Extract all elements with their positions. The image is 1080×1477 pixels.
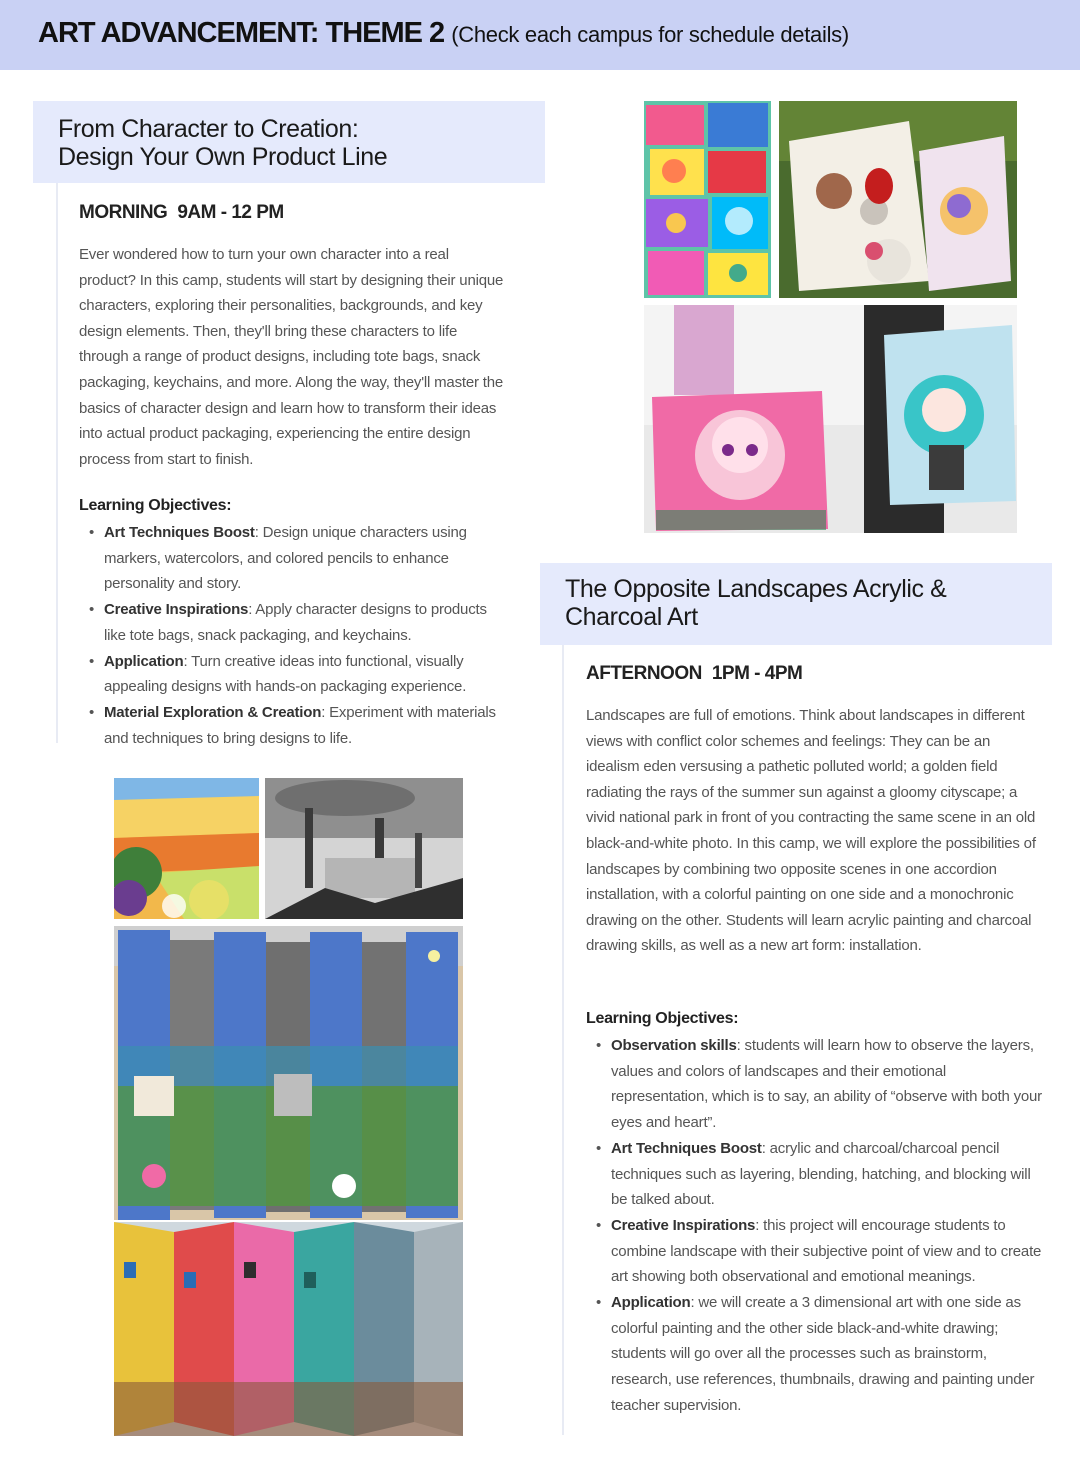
camp2-title-line1: The Opposite Landscapes Acrylic & — [565, 575, 947, 603]
list-item — [587, 1290, 1045, 1419]
camp1-divider — [56, 183, 58, 743]
camp2-objectives-list — [587, 1033, 1045, 1419]
list-item — [80, 649, 510, 700]
header-banner — [0, 0, 1080, 70]
camp1-session-time: 9AM - 12 PM — [177, 202, 284, 223]
objective-term: Application — [611, 1294, 691, 1312]
list-item — [80, 700, 510, 751]
anime-tote-bags-photo — [644, 305, 1017, 533]
tote-bags-keychains-photo — [779, 101, 1017, 298]
list-item — [587, 1136, 1045, 1213]
objective-text: : Experiment with materials and techniques to bring designs to life. — [104, 703, 496, 747]
camp1-session — [79, 202, 284, 224]
snack-packaging-photo — [644, 101, 771, 298]
objective-text: : this project will encourage students to combine landscape with their subjective point of view and to create art showing both observational and emotional meanings. — [611, 1216, 1042, 1286]
colorful-landscape-painting-photo — [114, 778, 259, 919]
schedule-note: (Check each campus for schedule details) — [451, 22, 849, 47]
list-item — [587, 1213, 1045, 1290]
objective-term: Art Techniques Boost — [104, 524, 255, 541]
objective-text: : students will learn how to observe the layers, values and colors of landscapes and their emotional representation, which is to say, an ability of “observe with both your eyes and heart”. — [611, 1037, 1042, 1132]
objective-term: Material Exploration & Creation — [104, 703, 322, 721]
camp2-session-label: AFTERNOON — [586, 663, 702, 684]
camp2-title — [540, 563, 1052, 645]
camp1-session-label: MORNING — [79, 202, 168, 223]
camp1-objectives-list — [80, 520, 510, 751]
objective-term: Creative Inspirations — [611, 1216, 756, 1234]
charcoal-cityscape-drawing-photo — [265, 778, 463, 919]
objective-text: : we will create a 3 dimensional art with one side as colorful painting and the other side black-and-white drawing; students will go over all the processes such as brainstorm, research, use references, thumbnails, drawing and painting under teacher supervision. — [611, 1294, 1035, 1414]
camp2-divider — [562, 645, 564, 1435]
list-item — [80, 520, 510, 597]
camp1-objectives-title: Learning Objectives: — [79, 497, 232, 514]
objective-term: Observation skills — [611, 1037, 737, 1054]
objective-text: : Design unique characters using markers, watercolors, and colored pencils to enhance personality and story. — [104, 524, 467, 593]
objective-text: : Apply character designs to products like tote bags, snack packaging, and keychains. — [104, 601, 487, 644]
list-item — [587, 1033, 1045, 1136]
camp2-session-time: 1PM - 4PM — [711, 663, 803, 684]
camp2-objectives-title: Learning Objectives: — [586, 1010, 739, 1027]
objective-term: Art Techniques Boost — [611, 1139, 762, 1157]
camp2-session — [586, 663, 802, 685]
objective-term: Creative Inspirations — [104, 601, 249, 619]
camp1-title-line2: Design Your Own Product Line — [58, 143, 388, 171]
page-title-text: ART ADVANCEMENT: THEME 2 — [38, 17, 445, 49]
accordion-installation-photo — [114, 926, 463, 1220]
list-item — [80, 597, 510, 648]
accordion-buildings-photo — [114, 1222, 463, 1436]
objective-term: Application — [104, 652, 184, 670]
objective-text: : acrylic and charcoal/charcoal pencil techniques such as layering, blending, hatching, and blocking will be talked about. — [611, 1139, 1031, 1209]
camp2-description: Landscapes are full of emotions. Think about landscapes in different views with conflict color schemes and feelings: They can be an idealism eden versusing a pathetic polluted world; a golden field radiating the rays of the summer sun against a gloomy cityscape; a vivid national park in front of you contracting the same scene in an old black-and-white photo. In this camp, we will explore the possibilities of landscapes by combining two opposite scenes in one accordion installation, with a colorful painting on one side and a monochronic drawing on the other. Students will learn acrylic painting and charcoal drawing skills, as well as a new art form: installation. — [586, 707, 1036, 955]
camp1-description: Ever wondered how to turn your own character into a real product? In this camp, students will start by designing their unique characters, exploring their personalities, backgrounds, and key design elements. Then, they'll bring these characters to life through a range of product designs, including tote bags, snack packaging, keychains, and more. Along the way, they'll master the basics of character design and learn how to transform their ideas into actual product packaging, experiencing the entire design process from start to finish. — [79, 246, 504, 468]
camp1-title — [33, 101, 545, 183]
camp2-title-line2: Charcoal Art — [565, 603, 698, 631]
camp1-title-line1: From Character to Creation: — [58, 115, 359, 143]
objective-text: : Turn creative ideas into functional, visually appealing designs with hands-on packaging experience. — [104, 652, 467, 696]
page-title — [38, 17, 849, 50]
